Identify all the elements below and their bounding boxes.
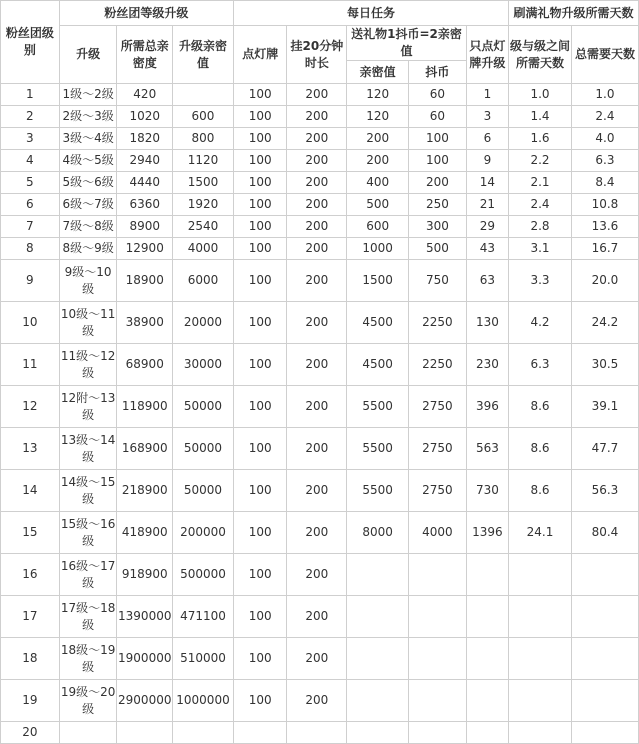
cell-upgrade-intimacy: 600: [173, 106, 234, 128]
cell-days-between: 2.2: [509, 150, 572, 172]
cell-days-between: [509, 722, 572, 744]
cell-gift-coins: 2250: [409, 344, 467, 386]
cell-gift-coins: 250: [409, 194, 467, 216]
table-row: [1, 260, 639, 302]
cell-upgrade-intimacy: 500000: [173, 554, 234, 596]
cell-gift-intimacy: [347, 638, 409, 680]
cell-total-days: 4.0: [571, 128, 638, 150]
cell-only-light: 730: [466, 470, 508, 512]
cell-only-light: 63: [466, 260, 508, 302]
cell-light-badge: 100: [233, 554, 287, 596]
cell-light-badge: 100: [233, 150, 287, 172]
cell-only-light: 230: [466, 344, 508, 386]
table-row: [1, 386, 639, 428]
cell-total-days: 8.4: [571, 172, 638, 194]
cell-gift-intimacy: 5500: [347, 470, 409, 512]
cell-upgrade-intimacy: 1120: [173, 150, 234, 172]
cell-days-between: 3.3: [509, 260, 572, 302]
cell-gift-intimacy: 5500: [347, 386, 409, 428]
cell-level: 5: [1, 172, 60, 194]
cell-watch: [287, 722, 347, 744]
table-row: [1, 128, 639, 150]
cell-light-badge: 100: [233, 596, 287, 638]
cell-upgrade: 4级～5级: [59, 150, 117, 172]
cell-gift-intimacy: [347, 722, 409, 744]
cell-total-days: [571, 554, 638, 596]
header-upgrade: 升级: [59, 26, 117, 84]
cell-upgrade-intimacy: 50000: [173, 470, 234, 512]
cell-total-days: 10.8: [571, 194, 638, 216]
table-row: [1, 194, 639, 216]
cell-gift-intimacy: [347, 596, 409, 638]
cell-watch: 200: [287, 386, 347, 428]
header-light-badge: 点灯牌: [233, 26, 287, 84]
cell-level: 10: [1, 302, 60, 344]
cell-total-intimacy: 1820: [117, 128, 173, 150]
cell-total-intimacy: [117, 722, 173, 744]
cell-gift-coins: 60: [409, 84, 467, 106]
cell-upgrade-intimacy: 6000: [173, 260, 234, 302]
table-row: [1, 428, 639, 470]
cell-total-days: 24.2: [571, 302, 638, 344]
cell-days-between: 8.6: [509, 386, 572, 428]
cell-light-badge: 100: [233, 84, 287, 106]
cell-gift-coins: [409, 596, 467, 638]
cell-gift-coins: [409, 722, 467, 744]
cell-level: 9: [1, 260, 60, 302]
cell-total-intimacy: 918900: [117, 554, 173, 596]
header-total-intimacy: 所需总亲密度: [117, 26, 173, 84]
table-row: [1, 238, 639, 260]
cell-upgrade-intimacy: 800: [173, 128, 234, 150]
table-body: [1, 84, 639, 744]
cell-only-light: 14: [466, 172, 508, 194]
table-row: [1, 512, 639, 554]
cell-watch: 200: [287, 554, 347, 596]
cell-total-days: 56.3: [571, 470, 638, 512]
cell-total-days: [571, 722, 638, 744]
cell-total-intimacy: 4440: [117, 172, 173, 194]
header-only-light: 只点灯牌升级: [466, 26, 508, 84]
cell-total-intimacy: 38900: [117, 302, 173, 344]
cell-gift-intimacy: 120: [347, 84, 409, 106]
cell-total-intimacy: 168900: [117, 428, 173, 470]
header-group-upgrade: 粉丝团等级升级: [59, 1, 233, 26]
cell-days-between: 6.3: [509, 344, 572, 386]
table-row: [1, 302, 639, 344]
cell-light-badge: 100: [233, 128, 287, 150]
cell-upgrade: 2级～3级: [59, 106, 117, 128]
cell-gift-coins: 750: [409, 260, 467, 302]
cell-light-badge: 100: [233, 260, 287, 302]
cell-watch: 200: [287, 302, 347, 344]
table-row: [1, 216, 639, 238]
table-row: [1, 172, 639, 194]
cell-days-between: 4.2: [509, 302, 572, 344]
cell-total-days: [571, 680, 638, 722]
table-row: [1, 150, 639, 172]
cell-upgrade-intimacy: 200000: [173, 512, 234, 554]
cell-gift-intimacy: 1500: [347, 260, 409, 302]
table-row: [1, 680, 639, 722]
header-watch-20min: 挂20分钟时长: [287, 26, 347, 84]
cell-only-light: 1396: [466, 512, 508, 554]
cell-upgrade: 9级～10级: [59, 260, 117, 302]
cell-days-between: 1.4: [509, 106, 572, 128]
cell-light-badge: [233, 722, 287, 744]
cell-days-between: [509, 680, 572, 722]
header-level: 粉丝团级别: [1, 1, 60, 84]
cell-total-intimacy: 420: [117, 84, 173, 106]
cell-upgrade: 11级～12级: [59, 344, 117, 386]
cell-gift-coins: [409, 554, 467, 596]
cell-level: 13: [1, 428, 60, 470]
cell-gift-intimacy: 1000: [347, 238, 409, 260]
header-upgrade-intimacy: 升级亲密值: [173, 26, 234, 84]
header-gift-coins: 抖币: [409, 61, 467, 84]
cell-only-light: 43: [466, 238, 508, 260]
cell-level: 11: [1, 344, 60, 386]
cell-light-badge: 100: [233, 680, 287, 722]
cell-upgrade: 5级～6级: [59, 172, 117, 194]
cell-upgrade: 12附～13级: [59, 386, 117, 428]
table-row: [1, 106, 639, 128]
cell-light-badge: 100: [233, 194, 287, 216]
cell-gift-intimacy: 5500: [347, 428, 409, 470]
cell-only-light: 3: [466, 106, 508, 128]
cell-level: 8: [1, 238, 60, 260]
cell-gift-coins: 2750: [409, 470, 467, 512]
cell-total-intimacy: 218900: [117, 470, 173, 512]
cell-upgrade: 17级～18级: [59, 596, 117, 638]
cell-upgrade-intimacy: 2540: [173, 216, 234, 238]
cell-gift-coins: 500: [409, 238, 467, 260]
table-row: [1, 596, 639, 638]
header-total-days: 总需要天数: [571, 26, 638, 84]
cell-total-days: 13.6: [571, 216, 638, 238]
cell-watch: 200: [287, 638, 347, 680]
cell-gift-intimacy: 4500: [347, 344, 409, 386]
cell-upgrade-intimacy: [173, 722, 234, 744]
cell-light-badge: 100: [233, 638, 287, 680]
cell-watch: 200: [287, 150, 347, 172]
cell-gift-coins: 100: [409, 128, 467, 150]
cell-total-intimacy: 2900000: [117, 680, 173, 722]
cell-days-between: 1.0: [509, 84, 572, 106]
cell-total-intimacy: 6360: [117, 194, 173, 216]
cell-total-days: 30.5: [571, 344, 638, 386]
cell-gift-intimacy: 4500: [347, 302, 409, 344]
cell-gift-coins: 4000: [409, 512, 467, 554]
cell-upgrade: 8级～9级: [59, 238, 117, 260]
cell-total-intimacy: 118900: [117, 386, 173, 428]
cell-total-intimacy: 18900: [117, 260, 173, 302]
cell-total-intimacy: 8900: [117, 216, 173, 238]
cell-only-light: [466, 596, 508, 638]
cell-gift-coins: [409, 680, 467, 722]
cell-watch: 200: [287, 470, 347, 512]
cell-gift-intimacy: 8000: [347, 512, 409, 554]
cell-level: 19: [1, 680, 60, 722]
cell-upgrade: 1级～2级: [59, 84, 117, 106]
cell-upgrade: 18级～19级: [59, 638, 117, 680]
cell-upgrade: [59, 722, 117, 744]
cell-total-intimacy: 12900: [117, 238, 173, 260]
cell-days-between: 2.8: [509, 216, 572, 238]
cell-level: 6: [1, 194, 60, 216]
cell-upgrade: 7级～8级: [59, 216, 117, 238]
cell-level: 4: [1, 150, 60, 172]
cell-light-badge: 100: [233, 302, 287, 344]
cell-upgrade: 13级～14级: [59, 428, 117, 470]
cell-upgrade-intimacy: [173, 84, 234, 106]
cell-upgrade-intimacy: 50000: [173, 386, 234, 428]
cell-light-badge: 100: [233, 344, 287, 386]
cell-total-days: 16.7: [571, 238, 638, 260]
header-gift-intimacy: 亲密值: [347, 61, 409, 84]
cell-gift-intimacy: 200: [347, 150, 409, 172]
cell-gift-coins: 2750: [409, 386, 467, 428]
cell-only-light: 563: [466, 428, 508, 470]
cell-light-badge: 100: [233, 470, 287, 512]
cell-upgrade: 10级～11级: [59, 302, 117, 344]
cell-days-between: [509, 638, 572, 680]
table-row: [1, 84, 639, 106]
cell-total-intimacy: 1900000: [117, 638, 173, 680]
cell-gift-intimacy: [347, 680, 409, 722]
cell-days-between: 2.1: [509, 172, 572, 194]
cell-gift-intimacy: 500: [347, 194, 409, 216]
cell-light-badge: 100: [233, 216, 287, 238]
cell-gift-coins: 2750: [409, 428, 467, 470]
cell-total-days: 80.4: [571, 512, 638, 554]
cell-watch: 200: [287, 428, 347, 470]
cell-watch: 200: [287, 512, 347, 554]
table-row: [1, 722, 639, 744]
cell-days-between: 8.6: [509, 428, 572, 470]
cell-upgrade-intimacy: 1000000: [173, 680, 234, 722]
cell-upgrade-intimacy: 50000: [173, 428, 234, 470]
cell-watch: 200: [287, 344, 347, 386]
cell-watch: 200: [287, 216, 347, 238]
cell-gift-intimacy: 400: [347, 172, 409, 194]
cell-days-between: 1.6: [509, 128, 572, 150]
cell-light-badge: 100: [233, 386, 287, 428]
table-row: [1, 638, 639, 680]
cell-total-days: 39.1: [571, 386, 638, 428]
cell-upgrade: 14级～15级: [59, 470, 117, 512]
cell-total-days: 47.7: [571, 428, 638, 470]
cell-watch: 200: [287, 106, 347, 128]
cell-upgrade: 6级～7级: [59, 194, 117, 216]
cell-total-intimacy: 68900: [117, 344, 173, 386]
cell-upgrade-intimacy: 471100: [173, 596, 234, 638]
cell-only-light: 1: [466, 84, 508, 106]
cell-upgrade: 16级～17级: [59, 554, 117, 596]
cell-level: 16: [1, 554, 60, 596]
cell-total-intimacy: 2940: [117, 150, 173, 172]
cell-total-days: 2.4: [571, 106, 638, 128]
cell-watch: 200: [287, 194, 347, 216]
cell-watch: 200: [287, 238, 347, 260]
cell-total-intimacy: 1020: [117, 106, 173, 128]
cell-watch: 200: [287, 172, 347, 194]
cell-upgrade: 15级～16级: [59, 512, 117, 554]
cell-watch: 200: [287, 596, 347, 638]
table-row: [1, 344, 639, 386]
cell-total-days: [571, 596, 638, 638]
cell-level: 15: [1, 512, 60, 554]
cell-gift-coins: 2250: [409, 302, 467, 344]
cell-total-days: 1.0: [571, 84, 638, 106]
cell-gift-coins: 100: [409, 150, 467, 172]
cell-level: 7: [1, 216, 60, 238]
cell-days-between: [509, 596, 572, 638]
cell-days-between: 2.4: [509, 194, 572, 216]
cell-only-light: 130: [466, 302, 508, 344]
table-row: [1, 470, 639, 512]
cell-days-between: [509, 554, 572, 596]
cell-only-light: 21: [466, 194, 508, 216]
cell-level: 18: [1, 638, 60, 680]
cell-level: 1: [1, 84, 60, 106]
cell-light-badge: 100: [233, 238, 287, 260]
cell-watch: 200: [287, 260, 347, 302]
cell-total-days: 20.0: [571, 260, 638, 302]
cell-days-between: 24.1: [509, 512, 572, 554]
cell-only-light: [466, 554, 508, 596]
cell-only-light: [466, 638, 508, 680]
cell-gift-coins: [409, 638, 467, 680]
cell-days-between: 8.6: [509, 470, 572, 512]
cell-only-light: [466, 680, 508, 722]
cell-only-light: [466, 722, 508, 744]
cell-upgrade-intimacy: 510000: [173, 638, 234, 680]
cell-upgrade-intimacy: 30000: [173, 344, 234, 386]
cell-only-light: 9: [466, 150, 508, 172]
header-gift-days-group: 刷满礼物升级所需天数: [509, 1, 639, 26]
cell-upgrade-intimacy: 1500: [173, 172, 234, 194]
header-days-between: 级与级之间所需天数: [509, 26, 572, 84]
cell-watch: 200: [287, 84, 347, 106]
cell-light-badge: 100: [233, 106, 287, 128]
cell-days-between: 3.1: [509, 238, 572, 260]
table-row: [1, 554, 639, 596]
cell-level: 12: [1, 386, 60, 428]
cell-level: 20: [1, 722, 60, 744]
cell-upgrade-intimacy: 20000: [173, 302, 234, 344]
cell-upgrade: 19级～20级: [59, 680, 117, 722]
cell-upgrade-intimacy: 4000: [173, 238, 234, 260]
cell-gift-intimacy: 120: [347, 106, 409, 128]
cell-gift-intimacy: 600: [347, 216, 409, 238]
cell-total-days: 6.3: [571, 150, 638, 172]
cell-watch: 200: [287, 128, 347, 150]
cell-only-light: 396: [466, 386, 508, 428]
cell-level: 3: [1, 128, 60, 150]
cell-total-intimacy: 1390000: [117, 596, 173, 638]
cell-light-badge: 100: [233, 428, 287, 470]
cell-level: 2: [1, 106, 60, 128]
header-gift: 送礼物1抖币=2亲密值: [347, 26, 467, 61]
cell-light-badge: 100: [233, 512, 287, 554]
cell-gift-intimacy: 200: [347, 128, 409, 150]
header-daily-tasks: 每日任务: [233, 1, 508, 26]
cell-only-light: 6: [466, 128, 508, 150]
cell-light-badge: 100: [233, 172, 287, 194]
cell-only-light: 29: [466, 216, 508, 238]
cell-gift-coins: 300: [409, 216, 467, 238]
cell-gift-coins: 60: [409, 106, 467, 128]
cell-upgrade: 3级～4级: [59, 128, 117, 150]
cell-gift-intimacy: [347, 554, 409, 596]
cell-gift-coins: 200: [409, 172, 467, 194]
cell-level: 14: [1, 470, 60, 512]
cell-upgrade-intimacy: 1920: [173, 194, 234, 216]
cell-watch: 200: [287, 680, 347, 722]
cell-level: 17: [1, 596, 60, 638]
cell-total-intimacy: 418900: [117, 512, 173, 554]
cell-total-days: [571, 638, 638, 680]
